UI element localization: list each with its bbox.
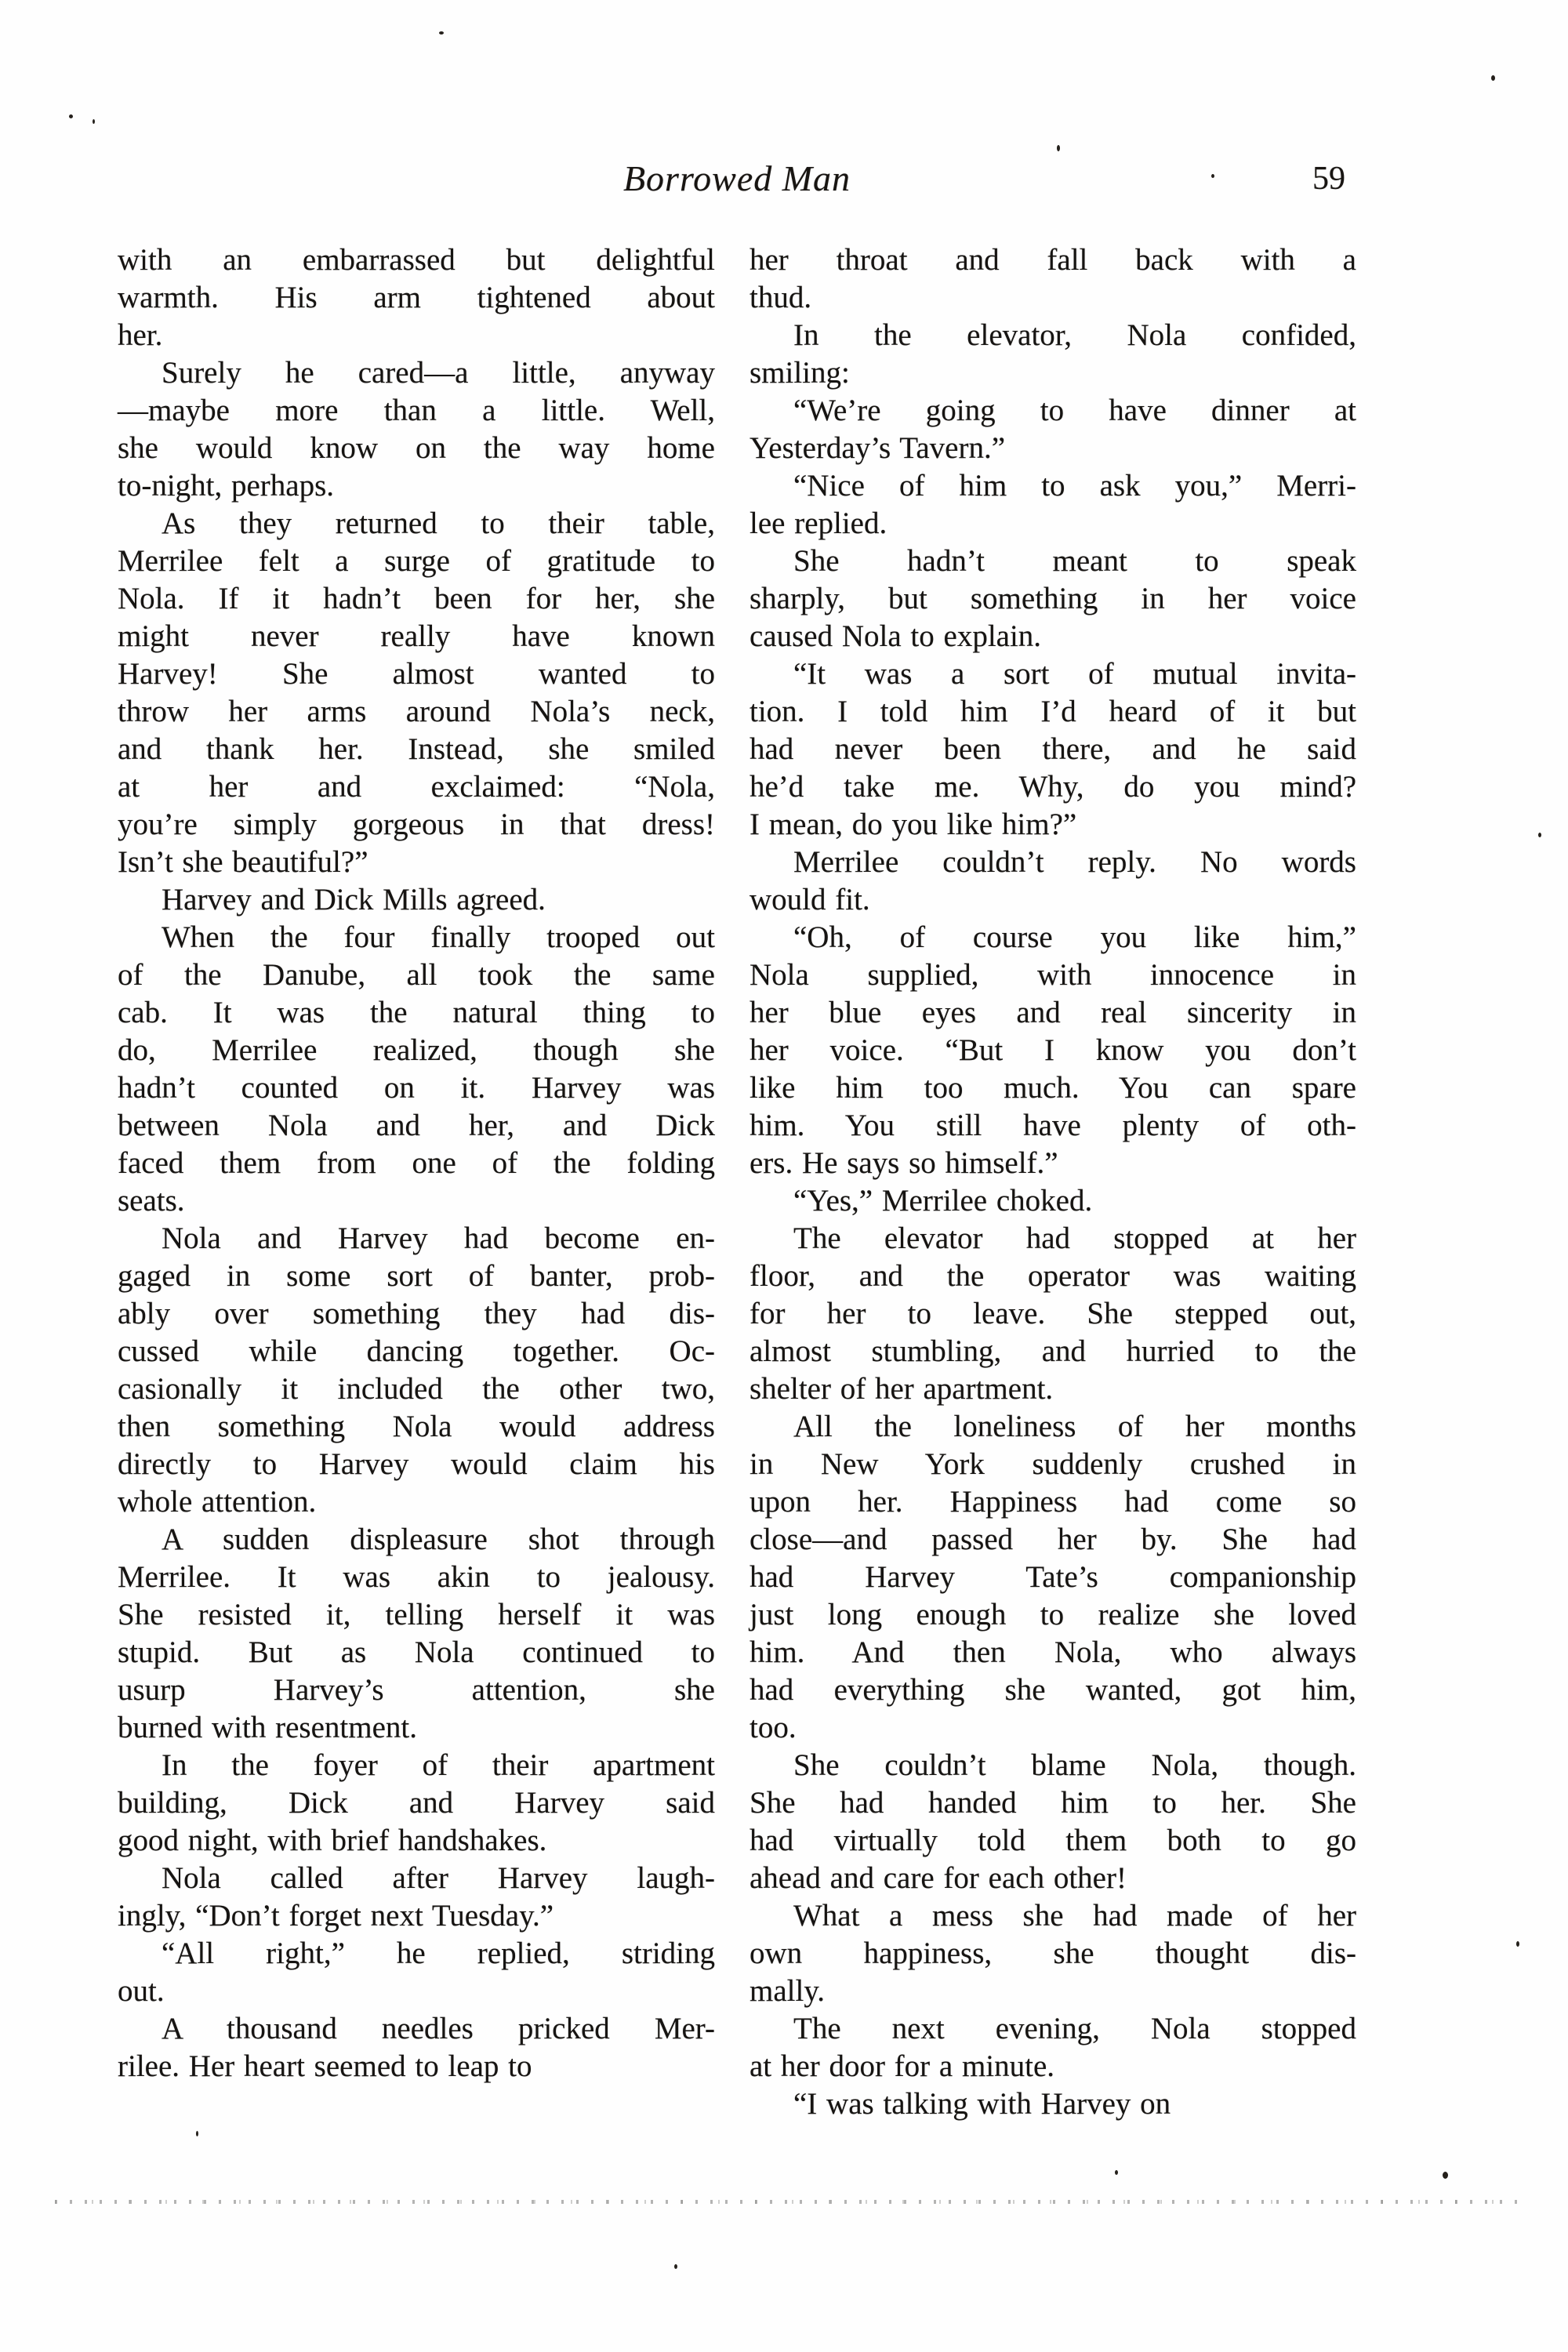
text-line: him. You still have plenty of oth- [750,1109,1356,1142]
right-text-column [750,241,1356,2123]
text-line: shelter of her apartment. [750,1372,1054,1406]
text-line: cussed while dancing together. Oc- [118,1334,715,1368]
text-line: casionally it included the other two, [118,1372,715,1406]
text-line: like him too much. You can spare [750,1071,1356,1105]
text-line: She resisted it, telling herself it was [118,1598,715,1632]
scan-noise-row [55,2200,1521,2204]
text-line: Merrilee couldn’t reply. No words [793,845,1356,879]
text-line: sharply, but something in her voice [750,582,1356,615]
text-line: hadn’t counted on it. Harvey was [118,1071,715,1105]
text-line: just long enough to realize she loved [750,1598,1356,1632]
text-line: out. [118,1974,165,2008]
text-line: rilee. Her heart seemed to leap to [118,2049,532,2083]
text-line: “Nice of him to ask you,” Merri- [793,469,1356,503]
text-line: Yesterday’s Tavern.” [750,431,1006,465]
text-line: She hadn’t meant to speak [793,544,1356,578]
text-line: building, Dick and Harvey said [118,1786,715,1820]
text-line: her voice. “But I know you don’t [750,1033,1356,1067]
scan-speck [196,2131,198,2136]
scan-speck [1057,145,1060,151]
text-line: Nola called after Harvey laugh- [162,1861,715,1895]
text-line: The elevator had stopped at her [793,1221,1356,1255]
text-line: own happiness, she thought dis- [750,1936,1356,1970]
scan-speck [1443,2172,1448,2179]
text-line: too. [750,1711,797,1744]
text-line: had virtually told them both to go [750,1824,1356,1857]
text-line: burned with resentment. [118,1711,417,1744]
text-line: Merrilee felt a surge of gratitude to [118,544,715,578]
text-line: The next evening, Nola stopped [793,2012,1356,2045]
text-line: Surely he cared—a little, anyway [162,356,715,390]
text-line: between Nola and her, and Dick [118,1109,715,1142]
text-line: had Harvey Tate’s companionship [750,1560,1356,1594]
scan-speck [674,2264,677,2269]
text-line: ahead and care for each other! [750,1861,1127,1895]
text-line: I mean, do you like him?” [750,808,1077,841]
text-line: Nola and Harvey had become en- [162,1221,715,1255]
text-line: floor, and the operator was waiting [750,1259,1356,1293]
text-line: She couldn’t blame Nola, though. [793,1748,1356,1782]
scan-speck [1516,1941,1519,1947]
text-line: to-night, perhaps. [118,469,335,503]
text-line: In the foyer of their apartment [162,1748,715,1782]
text-line: do, Merrilee realized, though she [118,1033,715,1067]
text-line: cab. It was the natural thing to [118,996,715,1029]
text-line: he’d take me. Why, do you mind? [750,770,1356,804]
scan-speck [1211,174,1214,178]
text-line: All the loneliness of her months [793,1410,1356,1443]
text-line: Nola supplied, with innocence in [750,958,1356,992]
text-line: her throat and fall back with a [750,243,1356,277]
text-line: faced them from one of the folding [118,1146,715,1180]
text-line: good night, with brief handshakes. [118,1824,547,1857]
text-line: Harvey! She almost wanted to [118,657,715,691]
text-line: ably over something they had dis- [118,1297,715,1330]
text-line: close—and passed her by. She had [750,1523,1356,1556]
text-line: had never been there, and he said [750,732,1356,766]
text-line: A thousand needles pricked Mer- [162,2012,715,2045]
text-line: gaged in some sort of banter, prob- [118,1259,715,1293]
text-line: When the four finally trooped out [162,920,715,954]
text-line: Nola. If it hadn’t been for her, she [118,582,715,615]
text-line: at her and exclaimed: “Nola, [118,770,715,804]
text-line: usurp Harvey’s attention, she [118,1673,715,1707]
text-line: her blue eyes and real sincerity in [750,996,1356,1029]
text-line: almost stumbling, and hurried to the [750,1334,1356,1368]
text-line: smiling: [750,356,850,390]
text-line: then something Nola would address [118,1410,715,1443]
scan-speck [1115,2170,1118,2175]
text-line: had everything she wanted, got him, [750,1673,1356,1707]
text-line: directly to Harvey would claim his [118,1447,715,1481]
text-line: “I was talking with Harvey on [793,2087,1171,2121]
text-line: As they returned to their table, [162,506,715,540]
text-line: of the Danube, all took the same [118,958,715,992]
running-header [118,157,1356,204]
scan-speck [439,31,444,34]
text-line: warmth. His arm tightened about [118,281,715,314]
text-line: seats. [118,1184,185,1218]
text-line: ingly, “Don’t forget next Tuesday.” [118,1899,554,1933]
text-line: “Yes,” Merrilee choked. [793,1184,1093,1218]
text-line: in New York suddenly crushed in [750,1447,1356,1481]
text-line: She had handed him to her. She [750,1786,1356,1820]
text-line: throw her arms around Nola’s neck, [118,695,715,728]
text-line: “It was a sort of mutual invita- [793,657,1356,691]
text-line: lee replied. [750,506,887,540]
text-line: at her door for a minute. [750,2049,1055,2083]
text-line: tion. I told him I’d heard of it but [750,695,1356,728]
text-line: whole attention. [118,1485,317,1519]
text-line: she would know on the way home [118,431,715,465]
text-line: upon her. Happiness had come so [750,1485,1356,1519]
text-line: “Oh, of course you like him,” [793,920,1356,954]
scan-speck [69,114,73,118]
text-line: might never really have known [118,619,715,653]
text-line: Harvey and Dick Mills agreed. [162,883,546,916]
text-line: for her to leave. She stepped out, [750,1297,1356,1330]
scan-speck [93,119,95,124]
text-line: Merrilee. It was akin to jealousy. [118,1560,715,1594]
text-line: you’re simply gorgeous in that dress! [118,808,715,841]
running-header-title: Borrowed Man [622,158,851,198]
text-line: thud. [750,281,812,314]
text-line: would fit. [750,883,870,916]
text-line: him. And then Nola, who always [750,1635,1356,1669]
text-line: with an embarrassed but delightful [118,243,715,277]
left-text-column [118,241,715,2085]
scan-speck [1538,833,1541,837]
text-line: caused Nola to explain. [750,619,1042,653]
page-number: 59 [1312,161,1345,197]
text-line: “All right,” he replied, striding [162,1936,715,1970]
text-line: What a mess she had made of her [793,1899,1356,1933]
scan-speck [1491,75,1495,81]
text-line: —maybe more than a little. Well, [118,394,715,427]
text-line: and thank her. Instead, she smiled [118,732,715,766]
text-line: mally. [750,1974,826,2008]
text-line: In the elevator, Nola confided, [793,318,1356,352]
text-line: stupid. But as Nola continued to [118,1635,715,1669]
text-line: her. [118,318,163,352]
text-line: ers. He says so himself.” [750,1146,1058,1180]
text-line: “We’re going to have dinner at [793,394,1356,427]
text-line: Isn’t she beautiful?” [118,845,368,879]
text-line: A sudden displeasure shot through [162,1523,715,1556]
